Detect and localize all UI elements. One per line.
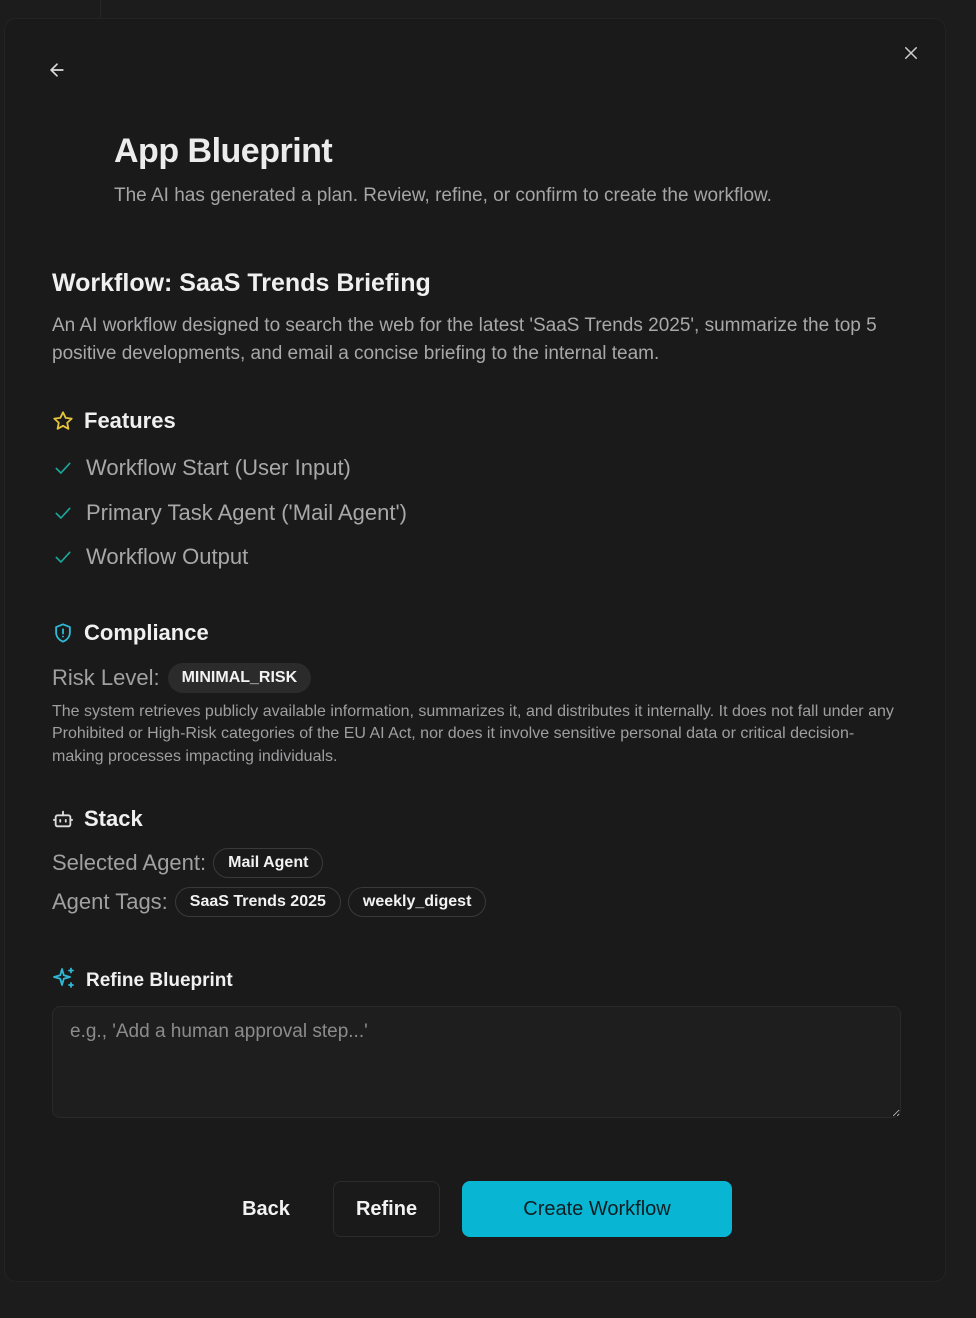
refine-blueprint-input[interactable] <box>52 1006 901 1118</box>
compliance-heading-label: Compliance <box>84 619 209 645</box>
dialog-subtitle: The AI has generated a plan. Review, refine, or confirm to create the workflow. <box>114 185 772 206</box>
features-heading-label: Features <box>84 408 176 433</box>
create-workflow-button[interactable]: Create Workflow <box>462 1181 732 1237</box>
feature-item <box>52 446 902 491</box>
bot-icon <box>52 808 74 830</box>
workflow-title: Workflow: SaaS Trends Briefing <box>52 269 431 297</box>
feature-list <box>52 446 902 580</box>
features-heading <box>52 408 902 434</box>
check-icon <box>52 502 74 524</box>
close-icon[interactable] <box>899 41 923 65</box>
stack-heading <box>52 806 902 832</box>
feature-item <box>52 535 902 580</box>
sparkles-icon <box>52 966 76 996</box>
check-icon <box>52 546 74 568</box>
feature-item-label: Workflow Output <box>86 544 249 570</box>
selected-agent-row <box>52 848 902 878</box>
stack-heading-label: Stack <box>84 806 143 831</box>
refine-section <box>52 966 902 1123</box>
blueprint-content <box>52 269 902 917</box>
selected-agent-label: Selected Agent: <box>52 850 207 875</box>
check-icon <box>52 457 74 479</box>
agent-tag: weekly_digest <box>348 887 487 917</box>
features-section <box>52 408 902 580</box>
compliance-section <box>52 620 902 769</box>
refine-heading-label: Refine Blueprint <box>86 970 233 991</box>
selected-agent-badge: Mail Agent <box>213 848 323 878</box>
risk-level-row <box>52 663 902 693</box>
feature-item-label: Workflow Start (User Input) <box>86 455 351 481</box>
refine-heading <box>52 966 902 996</box>
agent-tags-label: Agent Tags: <box>52 889 168 914</box>
agent-tag: SaaS Trends 2025 <box>175 887 341 917</box>
back-button[interactable]: Back <box>242 1197 290 1220</box>
compliance-description: The system retrieves publicly available information, summarizes it, and distributes it internally. It does not fall under any Prohibited or High-Risk categories of the EU AI Act, nor does it involve sensitive personal data or critical decision-making processes impacting individuals. <box>52 702 894 765</box>
dialog-title: App Blueprint <box>114 132 333 170</box>
feature-item <box>52 491 902 536</box>
workflow-description: An AI workflow designed to search the web for the latest 'SaaS Trends 2025', summarize the top 5 positive developments, and email a concise briefing to the internal team. <box>52 315 877 364</box>
stack-section <box>52 806 902 917</box>
risk-level-label: Risk Level: <box>52 664 160 690</box>
dialog-header <box>114 132 772 207</box>
star-icon <box>52 410 74 432</box>
feature-item-label: Primary Task Agent ('Mail Agent') <box>86 499 408 525</box>
back-arrow-icon[interactable] <box>45 58 69 82</box>
shield-alert-icon <box>52 622 74 644</box>
agent-tags-row <box>52 887 902 917</box>
risk-level-badge: MINIMAL_RISK <box>168 663 312 693</box>
app-blueprint-dialog <box>4 18 946 1282</box>
compliance-heading <box>52 620 902 646</box>
refine-button[interactable]: Refine <box>333 1181 440 1237</box>
